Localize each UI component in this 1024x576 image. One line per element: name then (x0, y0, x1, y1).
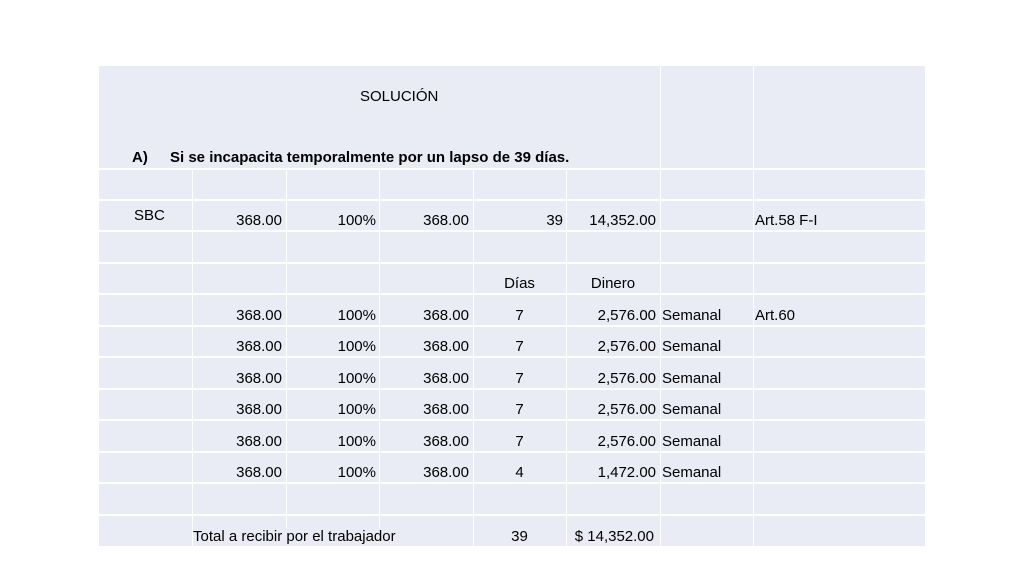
daily-cell: 368.00 (423, 370, 469, 387)
amount-cell: 2,576.00 (597, 307, 656, 324)
grid-line (99, 356, 925, 358)
grid-line (660, 66, 661, 546)
sbc-article: Art.58 F-I (755, 212, 818, 229)
daily-cell: 368.00 (423, 464, 469, 481)
grid-line (99, 514, 925, 516)
days-cell: 4 (515, 464, 524, 481)
sbc-percent: 100% (337, 212, 376, 229)
period-cell: Semanal (662, 338, 722, 355)
amount-cell: 2,576.00 (597, 338, 656, 355)
grid-line (99, 451, 925, 453)
days-cell: 7 (515, 433, 524, 450)
salary-cell: 368.00 (236, 338, 282, 355)
salary-cell: 368.00 (236, 307, 282, 324)
days-cell: 7 (515, 370, 524, 387)
grid-line (99, 325, 925, 327)
sbc-daily: 368.00 (423, 212, 469, 229)
article-cell: Art.60 (755, 307, 796, 324)
percent-cell: 100% (337, 338, 376, 355)
salary-cell: 368.00 (236, 464, 282, 481)
grid-line (99, 419, 925, 421)
daily-cell: 368.00 (423, 338, 469, 355)
amount-cell: 2,576.00 (597, 433, 656, 450)
sbc-label: SBC (134, 207, 165, 224)
amount-cell: 1,472.00 (597, 464, 656, 481)
salary-cell: 368.00 (236, 401, 282, 418)
grid-line (99, 230, 925, 232)
percent-cell: 100% (337, 433, 376, 450)
sbc-amount: 14,352.00 (589, 212, 656, 229)
grid-line (99, 293, 925, 295)
daily-cell: 368.00 (423, 307, 469, 324)
sbc-salary: 368.00 (236, 212, 282, 229)
salary-cell: 368.00 (236, 433, 282, 450)
percent-cell: 100% (337, 464, 376, 481)
percent-cell: 100% (337, 370, 376, 387)
total-days: 39 (511, 528, 528, 545)
days-cell: 7 (515, 401, 524, 418)
days-cell: 7 (515, 307, 524, 324)
salary-cell: 368.00 (236, 370, 282, 387)
days-cell: 7 (515, 338, 524, 355)
item-letter: A) (132, 149, 148, 166)
percent-cell: 100% (337, 401, 376, 418)
daily-cell: 368.00 (423, 433, 469, 450)
solution-table (99, 66, 925, 546)
total-amount: $ 14,352.00 (574, 528, 654, 545)
daily-cell: 368.00 (423, 401, 469, 418)
total-label: Total a recibir por el trabajador (193, 528, 400, 546)
period-cell: Semanal (662, 401, 722, 418)
money-column-header: Dinero (590, 275, 636, 292)
amount-cell: 2,576.00 (597, 370, 656, 387)
grid-line (753, 66, 754, 546)
grid-line (99, 168, 925, 170)
grid-line (99, 482, 925, 484)
grid-line (99, 262, 925, 264)
percent-cell: 100% (337, 307, 376, 324)
amount-cell: 2,576.00 (597, 401, 656, 418)
period-cell: Semanal (662, 307, 722, 324)
period-cell: Semanal (662, 433, 722, 450)
period-cell: Semanal (662, 464, 722, 481)
days-column-header: Días (504, 275, 535, 292)
period-cell: Semanal (662, 370, 722, 387)
grid-line (99, 388, 925, 390)
sbc-days: 39 (546, 212, 563, 229)
solution-title: SOLUCIÓN (360, 88, 439, 105)
grid-line (99, 199, 925, 201)
item-text: Si se incapacita temporalmente por un lapso de 39 días. (170, 149, 570, 166)
